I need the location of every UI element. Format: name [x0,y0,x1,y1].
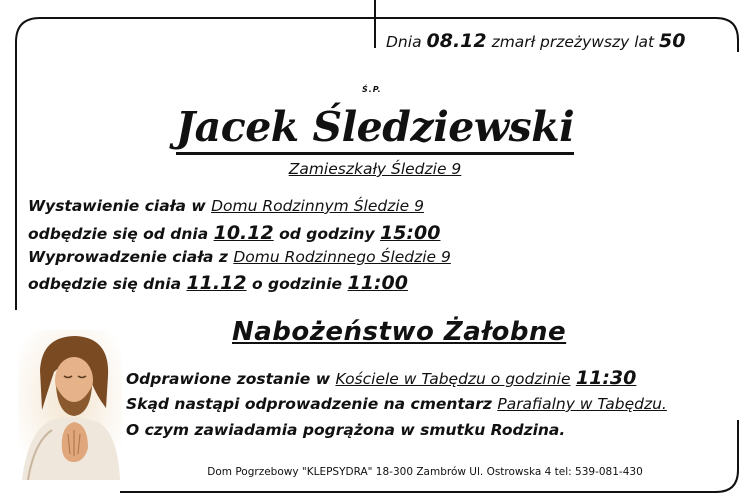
service-line-1-place: Kościele w Tabędzu o godzinie [335,370,571,388]
sp-abbrev: Ś.P. [362,85,382,94]
residence [0,160,750,178]
service-line-1 [126,367,636,389]
wake-line-1-place: Domu Rodzinnym Śledzie 9 [211,197,424,215]
death-prefix: Dnia [386,33,422,51]
wake-line-2-mid: od godziny [279,225,375,243]
service-line-1-prefix: Odprawione zostanie w [126,370,331,388]
death-middle: zmarł przeżywszy lat [491,33,655,51]
wake-date: 10.12 [213,222,274,244]
departure-date: 11.12 [186,272,247,294]
wake-time: 15:00 [379,222,441,244]
wake-line-2-prefix: odbędzie się od dnia [28,225,209,243]
wake-line-3-place: Domu Rodzinnego Śledzie 9 [233,248,451,266]
residence-text: Zamieszkały Śledzie 9 [288,160,462,178]
wake-line-4-prefix: odbędzie się dnia [28,275,182,293]
service-title: Nabożeństwo Żałobne [232,317,567,347]
wake-line-3 [28,248,451,266]
service-line-2 [126,395,667,413]
death-date: 08.12 [426,30,487,52]
wake-line-4 [28,272,408,294]
funeral-home-footer: Dom Pogrzebowy "KLEPSYDRA" 18-300 Zambrów Ul. Ostrowska 4 tel: 539-081-430 [207,466,643,478]
service-time: 11:30 [575,367,637,389]
departure-time: 11:00 [347,272,408,294]
praying-figure-image [18,330,122,480]
wake-line-2 [28,222,440,244]
deceased-name-text: Jacek Śledziewski [176,103,574,155]
wake-line-1 [28,197,424,215]
wake-line-4-mid: o godzinie [251,275,343,293]
death-age: 50 [659,30,686,52]
service-line-2-prefix: Skąd nastąpi odprowadzenie na cmentarz [126,395,492,413]
deceased-name [0,103,750,151]
wake-line-3-prefix: Wyprowadzenie ciała z [28,248,228,266]
service-line-3: O czym zawiadamia pogrążona w smutku Rodzina. [126,421,566,439]
service-line-2-place: Parafialny w Tabędzu. [497,395,667,413]
wake-line-1-prefix: Wystawienie ciała w [28,197,206,215]
death-date-line [386,30,686,52]
